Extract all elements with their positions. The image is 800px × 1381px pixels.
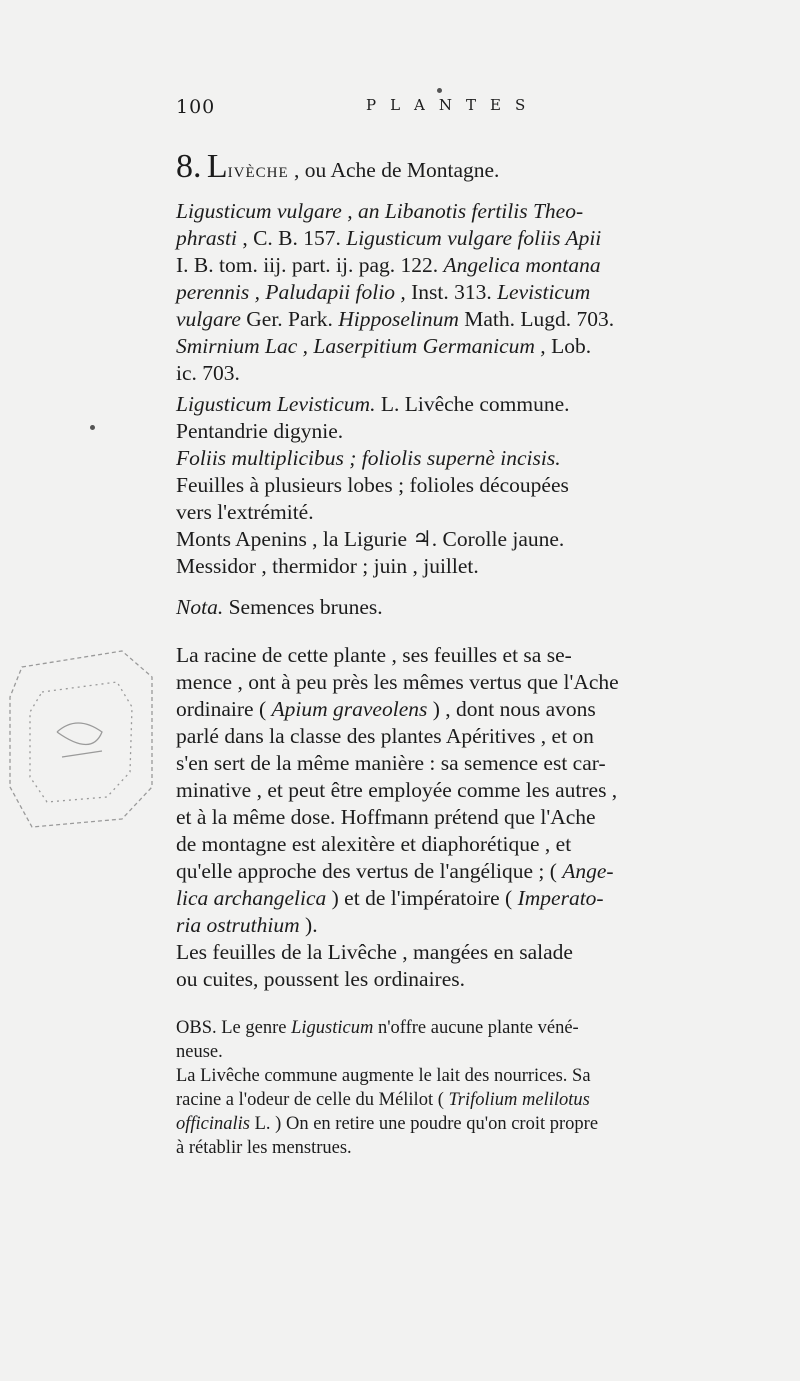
synonym-line: I. B. tom. iij. part. ij. pag. 122. Angelica montana (176, 253, 601, 277)
nota-line: Nota. Semences brunes. (176, 595, 383, 619)
paragraph-line: Les feuilles de la Livêche , mangées en salade (176, 940, 573, 964)
paragraph-line: mence , ont à peu près les mêmes vertus que l'Ache (176, 670, 619, 694)
running-header (176, 96, 776, 126)
paragraph-line: ou cuites, poussent les ordinaires. (176, 967, 466, 991)
paragraph-line: ordinaire ( Apium graveolens ) , dont nous avons (176, 697, 596, 721)
library-stamp (2, 637, 170, 837)
paragraph-line: et à la même dose. Hoffmann prétend que l'Ache (176, 805, 596, 829)
obs-line: neuse. (176, 1042, 223, 1062)
paragraph-line: lica archangelica ) et de l'impératoire ( Imperato- (176, 886, 604, 910)
entry-heading (176, 150, 499, 186)
synonym-line: phrasti , C. B. 157. Ligusticum vulgare foliis Apii (176, 226, 602, 250)
synonym-line: Smirnium Lac , Laserpitium Germanicum , Lob. (176, 334, 592, 358)
description-line: Feuilles à plusieurs lobes ; folioles découpées (176, 473, 569, 497)
margin-dot (437, 88, 442, 93)
synonym-line: ic. 703. (176, 361, 240, 385)
classification: Pentandrie digynie. (176, 419, 344, 443)
entry-number: 8. (176, 148, 202, 185)
heading-initial: L (206, 148, 228, 185)
running-title: PLANTES (366, 96, 540, 114)
paragraph-line: minative , et peut être employée comme les autres , (176, 778, 618, 802)
latin-description: Foliis multiplicibus ; foliolis supernè incisis. (176, 446, 561, 470)
habitat-line: Monts Apenins , la Ligurie ♃. Corolle jaune. (176, 527, 565, 551)
heading-tail: , ou Ache de Montagne. (294, 158, 500, 182)
obs-line: La Livêche commune augmente le lait des nourrices. Sa (176, 1066, 591, 1086)
paragraph-line: ria ostruthium ). (176, 913, 318, 937)
obs-line: OBS. Le genre Ligusticum n'offre aucune plante véné- (176, 1018, 579, 1038)
obs-line: à rétablir les menstrues. (176, 1138, 352, 1158)
flowering-line: Messidor , thermidor ; juin , juillet. (176, 554, 479, 578)
description-line: vers l'extrémité. (176, 500, 314, 524)
page-number: 100 (176, 96, 216, 118)
obs-line: officinalis L. ) On en retire une poudre qu'on croit propre (176, 1114, 599, 1134)
heading-smallcaps: IVÈCHE (227, 165, 289, 181)
paragraph-line: parlé dans la classe des plantes Apéritives , et on (176, 724, 594, 748)
paragraph-line: s'en sert de la même manière : sa semence est car- (176, 751, 606, 775)
synonym-line: Ligusticum vulgare , an Libanotis fertilis Theo- (176, 199, 584, 223)
margin-dot (90, 425, 95, 430)
obs-line: racine a l'odeur de celle du Mélilot ( Trifolium melilotus (176, 1090, 590, 1110)
synonym-line: perennis , Paludapii folio , Inst. 313. Levisticum (176, 280, 591, 304)
paragraph-line: de montagne est alexitère et diaphorétique , et (176, 832, 572, 856)
synonym-line: vulgare Ger. Park. Hipposelinum Math. Lugd. 703. (176, 307, 615, 331)
paragraph-line: qu'elle approche des vertus de l'angélique ; ( Ange- (176, 859, 614, 883)
paragraph-line: La racine de cette plante , ses feuilles et sa se- (176, 643, 572, 667)
linnaean-name: Ligusticum Levisticum. L. Livêche commune. (176, 392, 570, 416)
